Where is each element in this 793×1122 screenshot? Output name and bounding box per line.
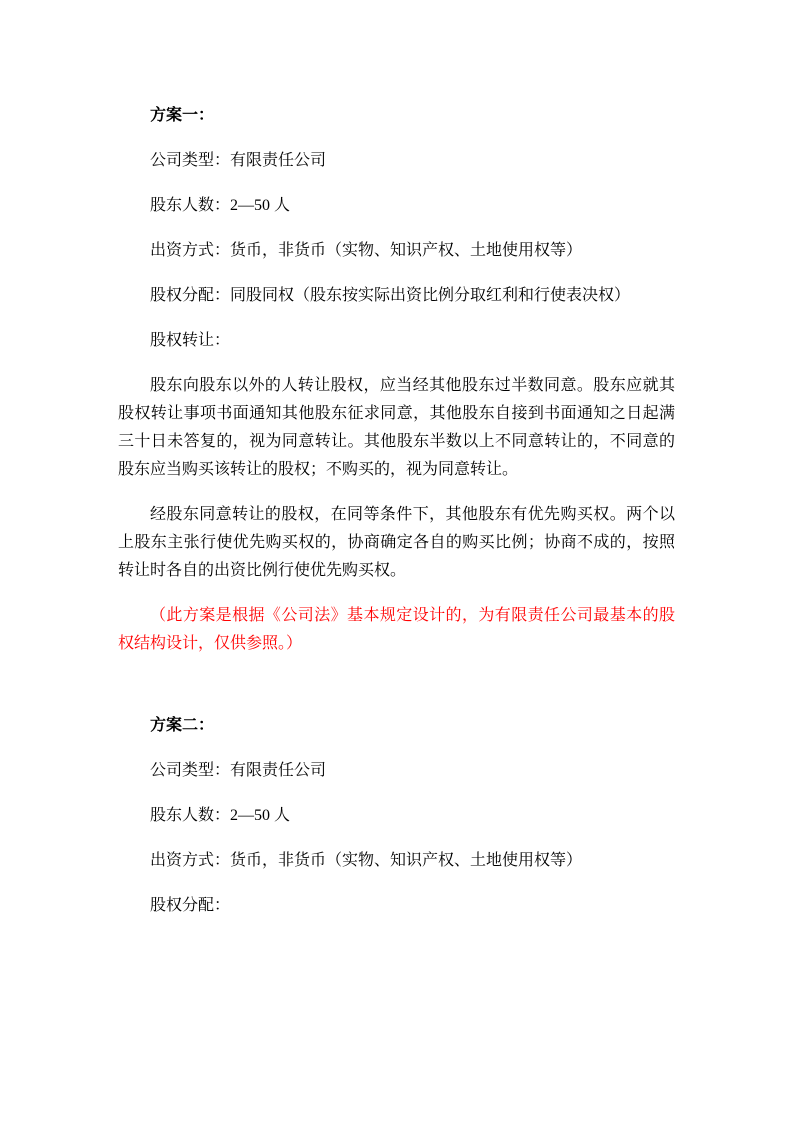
paragraph-transfer-rules: 股东向股东以外的人转让股权，应当经其他股东过半数同意。股东应就其股权转让事项书面通知其他股东征求同意，其他股东自接到书面通知之日起满三十日未答复的，视为同意转让。其他股东半数以上不同意转让的，不同意的股东应当购买该转让的股权；不购买的，视为同意转让。 (118, 377, 675, 478)
paragraph-preemptive-right: 经股东同意转让的股权，在同等条件下，其他股东有优先购买权。两个以上股东主张行使优先购买权的，协商确定各自的购买比例；协商不成的，按照转让时各自的出资比例行使优先购买权。 (118, 506, 675, 579)
section-plan-one (118, 102, 675, 658)
section-plan-two (118, 712, 675, 920)
plan-two-heading: 方案二： (150, 717, 215, 734)
field-contribution-method-2: 出资方式：货币，非货币（实物、知识产权、土地使用权等） (150, 852, 583, 869)
field-contribution-method: 出资方式：货币，非货币（实物、知识产权、土地使用权等） (150, 242, 583, 259)
field-company-type: 公司类型：有限责任公司 (150, 152, 327, 169)
field-equity-distribution-label-2: 股权分配： (150, 897, 231, 914)
plan-one-heading: 方案一： (150, 107, 215, 124)
field-equity-transfer-label: 股权转让： (150, 332, 231, 349)
red-disclaimer-note: （此方案是根据《公司法》基本规定设计的，为有限责任公司最基本的股权结构设计，仅供参照。） (118, 607, 675, 652)
field-shareholder-count-2: 股东人数：2—50 人 (150, 807, 291, 824)
field-shareholder-count: 股东人数：2—50 人 (150, 197, 291, 214)
field-equity-distribution: 股权分配：同股同权（股东按实际出资比例分取红利和行使表决权） (150, 287, 631, 304)
field-company-type-2: 公司类型：有限责任公司 (150, 762, 327, 779)
